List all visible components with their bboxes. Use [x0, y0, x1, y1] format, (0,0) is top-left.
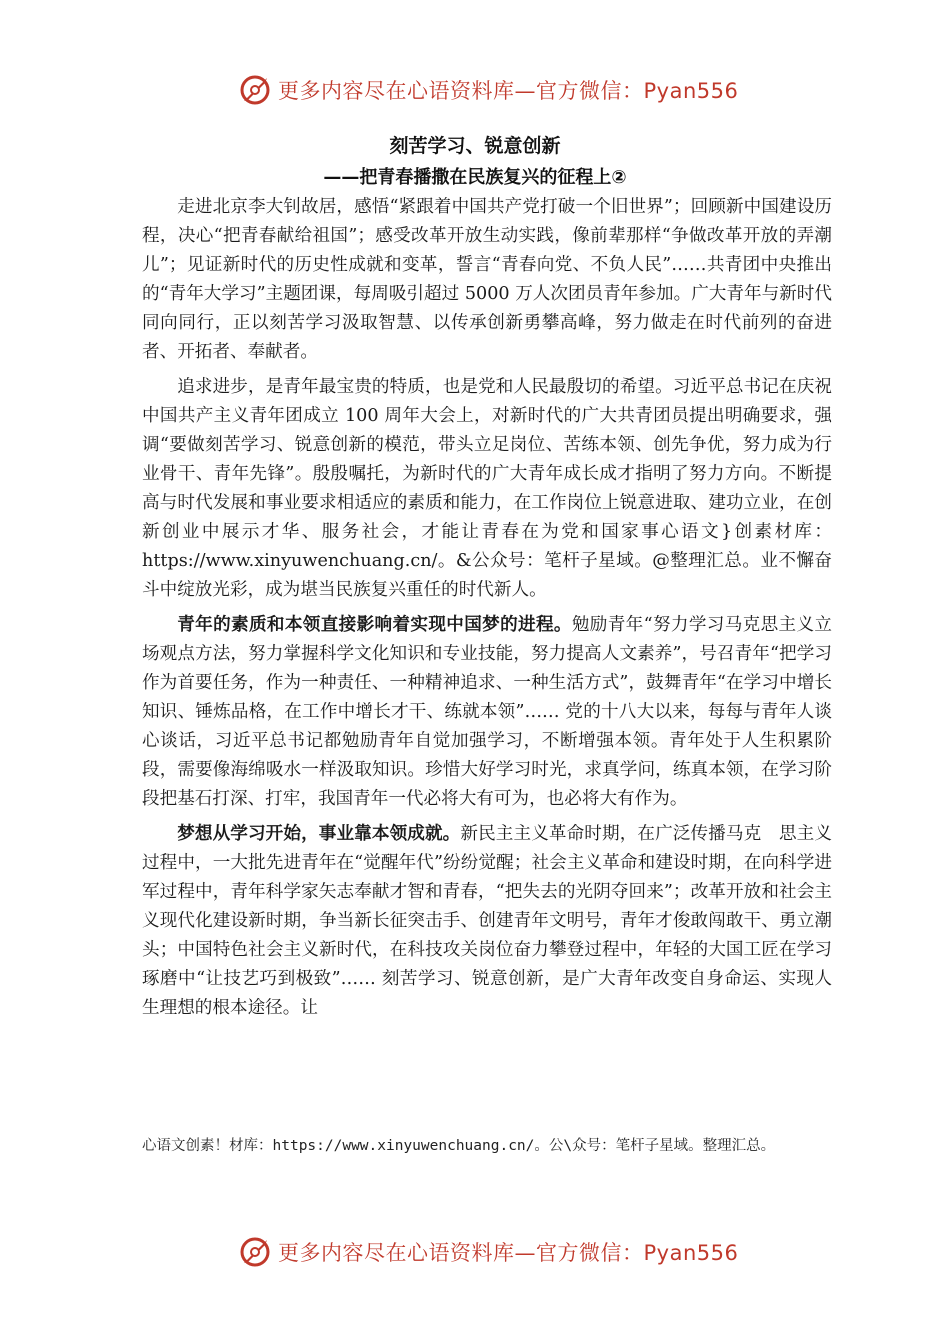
header-banner — [0, 62, 950, 118]
paragraph-3-text: 勉励青年“努力学习马克思主义立场观点方法，努力掌握科学文化知识和专业技能，努力提高人文素养”，号召青年“把学习作为首要任务，作为一种责任、一种精神追求、一种生活方式”，鼓舞青年“在学习中增长知识、锤炼品格，在工作中增长才干、练就本领”…… 党的十八大以来，每每与青年人谈心谈话，习近平总书记都勉励青年自觉加强学习，不断增强本领。青年处于人生积累阶段，需要像海绵吸水一样汲取知识。珍惜大好学习时光，求真学问，练真本领，在学习阶段把基石打深、打牢，我国青年一代必将大有可为，也必将大有作为。 — [142, 615, 832, 809]
footer-banner — [0, 1224, 950, 1280]
article-title: 刻苦学习、锐意创新 — [389, 135, 561, 157]
paragraph-4-text: 新民主主义革命时期，在广泛传播马克 思主义过程中，一大批先进青年在“觉醒年代”纷纷觉醒；社会主义革命和建设时期，在向科学进军过程中，青年科学家矢志奉献才智和青春，“把失去的光阴夺回来”；改革开放和社会主义现代化建设新时期，争当新长征突击手、创建青年文明号，青年才俊敢闯敢干、勇立潮头；中国特色社会主义新时代，在科技攻关岗位奋力攀登过程中，年轻的大国工匠在学习琢磨中“让技艺巧到极致”…… 刻苦学习、锐意创新，是广大青年改变自身命运、实现人生理想的根本途径。让 — [142, 824, 832, 1018]
header-banner-text: 更多内容尽在心语资料库—官方微信：Pyan556 — [278, 79, 739, 103]
source-footnote: 心语文创素！材库：https://www.xinyuwenchuang.cn/。公\众号：笔杆子星域。整理汇总。 — [142, 1138, 776, 1154]
quill-logo-icon — [238, 1235, 272, 1269]
quill-logo-icon — [238, 73, 272, 107]
paragraph-1: 走进北京李大钊故居，感悟“紧跟着中国共产党打破一个旧世界”；回顾新中国建设历程，决心“把青春献给祖国”；感受改革开放生动实践，像前辈那样“争做改革开放的弄潮儿”；见证新时代的历史性成就和变革，誓言“青春向党、不负人民”……共青团中央推出的“青年大学习”主题团课，每周吸引超过 5000 万人次团员青年参加。广大青年与新时代同向同行，正以刻苦学习汲取智慧、以传承创新勇攀高峰，努力做走在时代前列的奋进者、开拓者、奉献者。 — [142, 197, 832, 362]
paragraph-3 — [142, 611, 832, 814]
paragraph-4 — [142, 820, 832, 1023]
paragraph-3-lead: 青年的素质和本领直接影响着实现中国梦的进程。 — [177, 615, 572, 635]
paragraph-2: 追求进步，是青年最宝贵的特质，也是党和人民最殷切的希望。习近平总书记在庆祝中国共产主义青年团成立 100 周年大会上，对新时代的广大共青团员提出明确要求，强调“要做刻苦学习、锐意创新的模范，带头立足岗位、苦练本领、创先争优，努力成为行业骨干、青年先锋”。殷殷嘱托，为新时代的广大青年成长成才指明了努力方向。不断提高与时代发展和事业要求相适应的素质和能力，在工作岗位上锐意进取、建功立业，在创新创业中展示才华、服务社会，才能让青春在为党和国家事心语文}创素材库：https://www.xinyuwenchuang.cn/。&公众号：笔杆子星域。@整理汇总。业不懈奋斗中绽放光彩，成为堪当民族复兴重任的时代新人。 — [142, 377, 832, 600]
footer-banner-text: 更多内容尽在心语资料库—官方微信：Pyan556 — [278, 1241, 739, 1265]
article-subtitle: ——把青春播撒在民族复兴的征程上② — [323, 167, 627, 188]
article-body — [142, 193, 832, 1029]
paragraph-4-lead: 梦想从学习开始，事业靠本领成就。 — [177, 824, 461, 844]
